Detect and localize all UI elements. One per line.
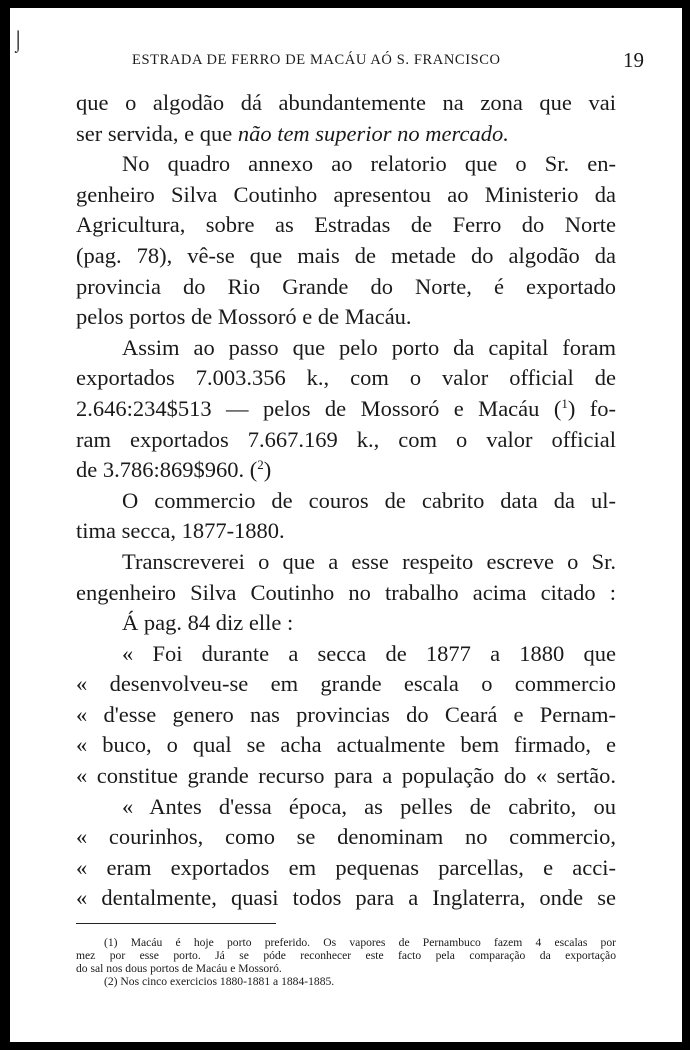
text-line: tima secca, 1877-1880. xyxy=(76,518,285,544)
body-text xyxy=(76,88,616,914)
footnote-divider xyxy=(76,923,276,924)
footnote-1-cont: do sal nos dous portos de Macáu e Mossoró. xyxy=(76,962,282,975)
paragraph-start: Á pag. 84 diz elle : xyxy=(122,610,294,636)
text-line: ram exportados 7.667.169 k., com o valor official xyxy=(76,426,616,452)
footnote-ref-1: 1 xyxy=(561,395,568,411)
page-header xyxy=(10,50,682,74)
quote-line: « constitue grande recurso para a população do « sertão. xyxy=(76,763,616,789)
text-line: exportados 7.003.356 k., com o valor official de xyxy=(76,365,616,391)
quote-line: « eram exportados em pequenas parcellas, e acci- xyxy=(76,854,616,880)
text-line: Agricultura, sobre as Estradas de Ferro do Norte xyxy=(76,212,616,238)
paragraph-start: Assim ao passo que pelo porto da capital foram xyxy=(122,334,616,360)
quote-line: « buco, o qual se acha actualmente bem firmado, e xyxy=(76,732,616,758)
quote-line: « desenvolveu-se em grande escala o commercio xyxy=(76,671,616,697)
quote-line: « d'esse genero nas provincias do Ceará e Pernam- xyxy=(76,701,616,727)
footnote-2: (2) Nos cinco exercicios 1880-1881 a 1884-1885. xyxy=(104,975,335,988)
quote-line: « dentalmente, quasi todos para a Inglaterra, onde se xyxy=(76,885,616,911)
running-title: ESTRADA DE FERRO DE MACÁU AÓ S. FRANCISCO xyxy=(132,52,501,68)
text-line: que o algodão dá abundantemente na zona que vai xyxy=(76,90,616,115)
paragraph-start: No quadro annexo ao relatorio que o Sr. en- xyxy=(122,151,616,177)
text-line: ser servida, e que não tem superior no mercado. xyxy=(76,120,509,146)
text-line: engenheiro Silva Coutinho no trabalho acima citado : xyxy=(76,579,616,605)
book-page xyxy=(10,8,682,1042)
page-number: 19 xyxy=(623,48,644,72)
quote-line: « Antes d'essa época, as pelles de cabrito, ou xyxy=(122,793,616,819)
text-line: 2.646:234$513 — pelos de Mossoró e Macáu ($^1$) fo- xyxy=(76,395,616,421)
text-line: (pag. 78), vê-se que mais de metade do algodão da xyxy=(76,242,616,268)
footnote-ref-2: 2 xyxy=(257,457,264,473)
quote-line: « Foi durante a secca de 1877 a 1880 que xyxy=(122,640,616,666)
paragraph-start: O commercio de couros de cabrito data da ul- xyxy=(122,487,616,513)
text-line: genheiro Silva Coutinho apresentou ao Ministerio da xyxy=(76,181,616,207)
emphasized-text: não tem superior no mercado. xyxy=(237,120,509,146)
margin-mark: ⌡ xyxy=(12,30,25,52)
text-line: pelos portos de Mossoró e de Macáu. xyxy=(76,304,412,330)
footnote-1-cont: mez por esse porto. Já se póde reconhecer este facto pela comparação da exportação xyxy=(76,949,616,962)
footnote-1: (1) Macáu é hoje porto preferido. Os vapores de Pernambuco fazem 4 escalas por xyxy=(104,936,616,949)
footnotes xyxy=(76,936,616,988)
quote-line: « courinhos, como se denominam no commercio, xyxy=(76,824,616,850)
text-line: provincia do Rio Grande do Norte, é exportado xyxy=(76,273,616,299)
paragraph-start: Transcreverei o que a esse respeito escreve o Sr. xyxy=(122,548,616,574)
text-line: de 3.786:869$960. ($^2$) xyxy=(76,457,272,483)
